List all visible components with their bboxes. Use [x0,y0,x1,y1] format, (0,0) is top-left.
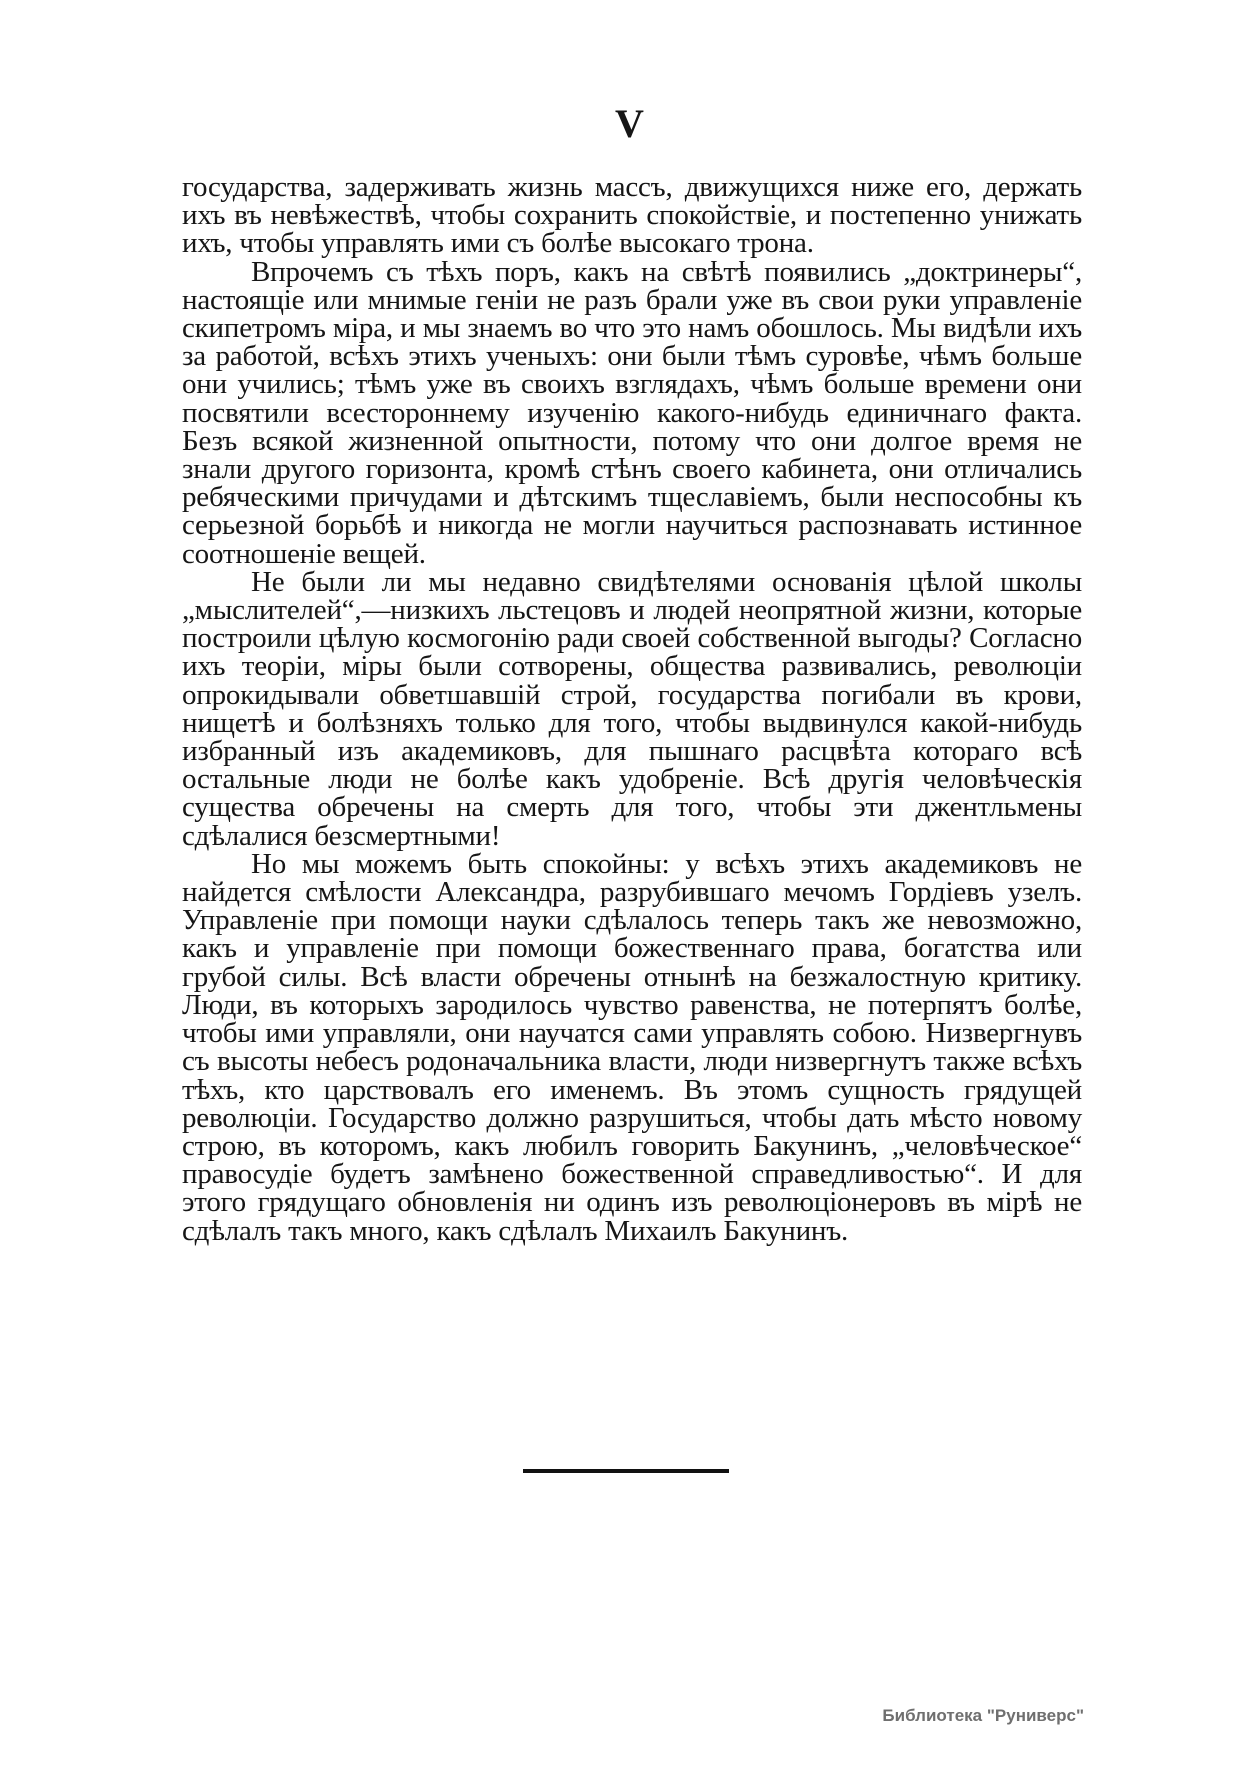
page-number: V [615,101,644,146]
paragraph-doctrinaires: Впрочемъ съ тѣхъ поръ, какъ на свѣтѣ появились „доктринеры“, настоящіе или мнимые геніи не разъ брали уже въ свои руки управленіе скипетромъ міра, и мы знаемъ во что это намъ обошлось. Мы видѣли ихъ за работой, всѣхъ этихъ ученыхъ: они были тѣмъ суровѣе, чѣмъ больше они учились; тѣмъ уже въ своихъ взглядахъ, чѣмъ больше времени они посвятили всестороннему изученію какого-нибудь единичнаго факта. Безъ всякой жизненной опытности, потому что они долгое время не знали другого горизонта, кромѣ стѣнъ своего кабинета, они отличались ребяческими причудами и дѣтскимъ тщеславіемъ, были неспособны къ серьезной борьбѣ и никогда не могли научиться распознавать истинное соотношеніе вещей. [182,255,1082,570]
paragraph-continuation: государства, задерживать жизнь массъ, движущихся ниже его, держать ихъ въ невѣжествѣ, чтобы сохранить спокойствіе, и постепенно унижать ихъ, чтобы управлять ими съ болѣе высокаго трона. [182,171,1082,260]
paragraph-academics: Но мы можемъ быть спокойны: у всѣхъ этихъ академиковъ не найдется смѣлости Александра, разрубившаго мечомъ Гордіевъ узелъ. Управленіе при помощи науки сдѣлалось теперь такъ же невозможно, какъ и управленіе при помощи божественнаго права, богатства или грубой силы. Всѣ власти обречены отнынѣ на безжалостную критику. Люди, въ которыхъ зародилось чувство равенства, не потерпятъ болѣе, чтобы ими управляли, они научатся сами управлять собою. Низвергнувъ съ высоты небесъ родоначальника власти, люди низвергнутъ также всѣхъ тѣхъ, кто царствовалъ его именемъ. Въ этомъ сущность грядущей революціи. Государство должно разрушиться, чтобы дать мѣсто новому строю, въ которомъ, какъ любилъ говорить Бакунинъ, „человѣческое“ правосудіе будетъ замѣнено божественной справедливостью“. И для этого грядущаго обновленія ни одинъ изъ революціонеровъ въ мірѣ не сдѣлалъ такъ много, какъ сдѣлалъ Михаилъ Бакунинъ. [182,847,1082,1247]
body-text [182,173,1082,1245]
paragraph-thinkers-school: Не были ли мы недавно свидѣтелями основанія цѣлой школы „мыслителей“,—низкихъ льстецовъ и людей неопрятной жизни, которые построили цѣлую космогонію ради своей собственной выгоды? Согласно ихъ теоріи, міры были сотворены, общества развивались, революціи опрокидывали обветшавшій строй, государства погибали въ крови, нищетѣ и болѣзняхъ только для того, чтобы выдвинулся какой-нибудь избранный изъ академиковъ, для пышнаго расцвѣта котораго всѣ остальные люди не болѣе какъ удобреніе. Всѣ другія человѣческія существа обречены на смерть для того, чтобы эти джентльмены сдѣлалися безсмертными! [182,565,1082,852]
library-watermark: Библиотека "Руниверс" [882,1706,1084,1725]
section-separator-rule [523,1469,729,1473]
